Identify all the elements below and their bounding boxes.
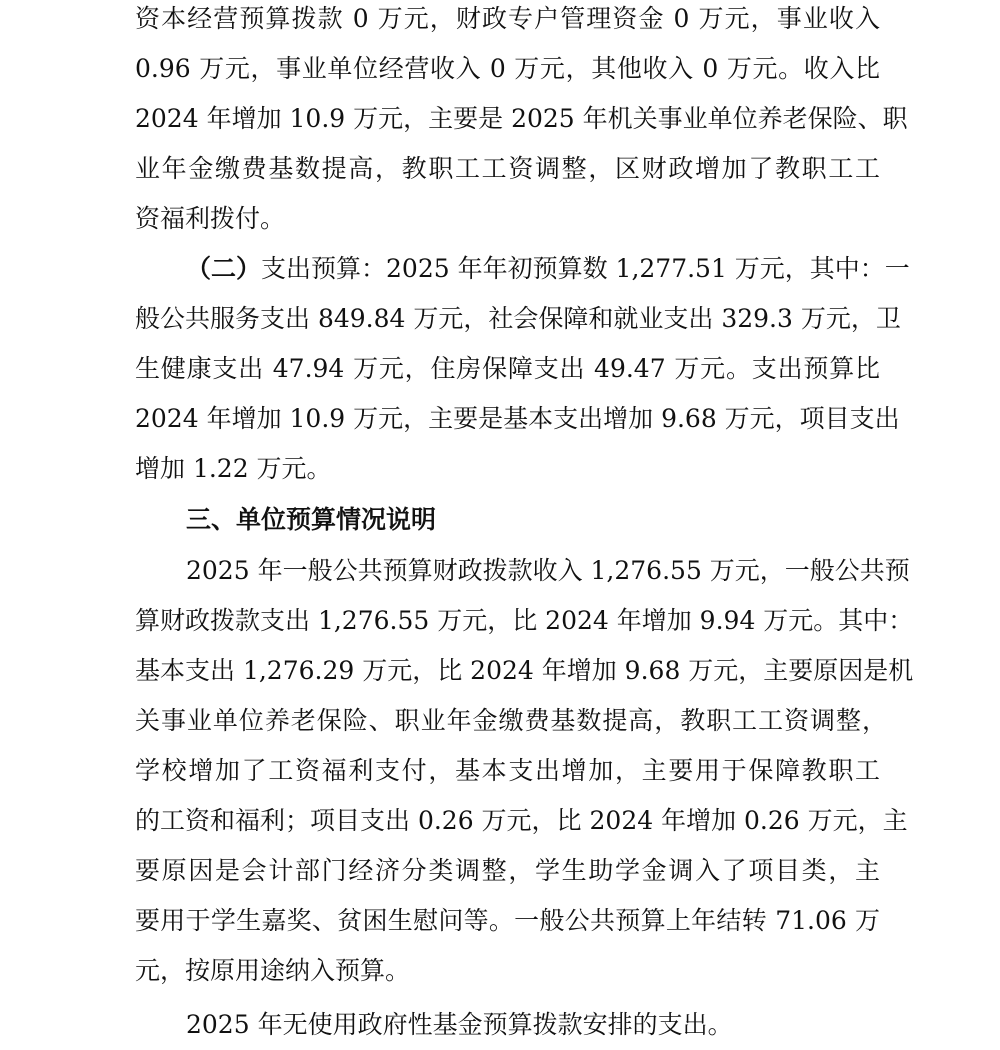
paragraph-line: 2024 年增加 10.9 万元，主要是基本支出增加 9.68 万元，项目支出	[135, 404, 900, 433]
paragraph-line: 学校增加了工资福利支付，基本支出增加，主要用于保障教职工	[135, 756, 880, 785]
section-line-expenditure	[186, 244, 910, 294]
subheading-label: （二）	[186, 254, 262, 283]
paragraph-line: 生健康支出 47.94 万元，住房保障支出 49.47 万元。支出预算比	[135, 354, 880, 383]
paragraph-line: 般公共服务支出 849.84 万元，社会保障和就业支出 329.3 万元，卫	[135, 304, 901, 333]
paragraph-text: 支出预算：2025 年年初预算数 1,277.51 万元，其中：一	[261, 254, 910, 283]
paragraph-line: 2024 年增加 10.9 万元，主要是 2025 年机关事业单位养老保险、职	[135, 104, 908, 133]
paragraph-line: 资福利拨付。	[135, 204, 286, 233]
paragraph-line: 关事业单位养老保险、职业年金缴费基数提高，教职工工资调整，	[135, 706, 887, 735]
paragraph-line: 业年金缴费基数提高，教职工工资调整，区财政增加了教职工工	[135, 154, 880, 183]
paragraph-line: 2025 年一般公共预算财政拨款收入 1,276.55 万元，一般公共预	[186, 556, 910, 585]
paragraph-line: 增加 1.22 万元。	[135, 454, 332, 483]
paragraph-line: 算财政拨款支出 1,276.55 万元，比 2024 年增加 9.94 万元。其中：	[135, 606, 914, 635]
paragraph-line: 要用于学生嘉奖、贫困生慰问等。一般公共预算上年结转 71.06 万	[135, 906, 880, 935]
section-heading: 三、单位预算情况说明	[186, 505, 437, 534]
paragraph-line: 2025 年无使用政府性基金预算拨款安排的支出。	[186, 1010, 733, 1039]
paragraph-line: 0.96 万元，事业单位经营收入 0 万元，其他收入 0 万元。收入比	[135, 54, 880, 83]
paragraph-line: 基本支出 1,276.29 万元，比 2024 年增加 9.68 万元，主要原因是机	[135, 656, 914, 685]
paragraph-line: 的工资和福利；项目支出 0.26 万元，比 2024 年增加 0.26 万元，主	[135, 806, 908, 835]
paragraph-line: 元，按原用途纳入预算。	[135, 956, 411, 985]
paragraph-line: 资本经营预算拨款 0 万元，财政专户管理资金 0 万元，事业收入	[135, 4, 880, 33]
paragraph-line: 要原因是会计部门经济分类调整，学生助学金调入了项目类，主	[135, 856, 880, 885]
